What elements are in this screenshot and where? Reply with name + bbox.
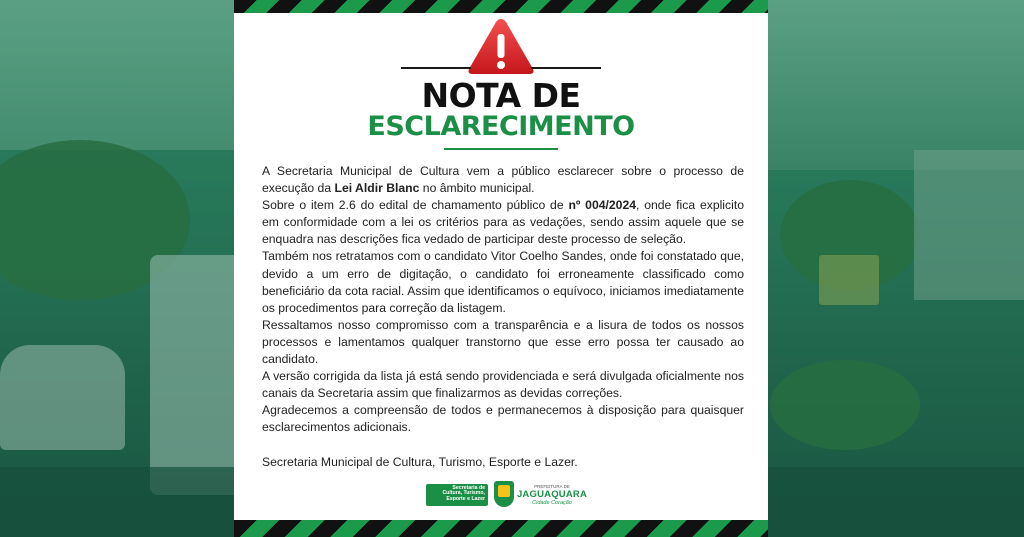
bottom-stripe: [234, 520, 768, 537]
paragraph: Também nos retratamos com o candidato Vitor Coelho Sandes, onde foi constatado que, devido a um erro de digitação, o candidato foi erroneamente classificado como beneficiário da cota racial. Assim que identificamos o equívoco, iniciamos imediatamente os procedimentos para correção da listagem.: [262, 249, 744, 315]
title-line-1: NOTA DE: [421, 76, 581, 115]
notice-body: [262, 163, 744, 471]
top-stripe: [234, 0, 768, 13]
signature: Secretaria Municipal de Cultura, Turismo, Esporte e Lazer.: [262, 454, 578, 469]
title-line-2: ESCLARECIMENTO: [367, 111, 635, 142]
paragraph: A versão corrigida da lista já está sendo providenciada e será divulgada oficialmente nos canais da Secretaria assim que finalizarmos as devidas correções.: [262, 369, 744, 401]
warning-triangle-icon: [467, 16, 535, 76]
title-underline: [444, 148, 558, 150]
footer-logos: [426, 481, 586, 511]
title-rule-right: [531, 67, 601, 69]
secretaria-logo: Secretaria de Cultura, Turismo, Esporte e Lazer: [426, 484, 488, 506]
paragraph: A Secretaria Municipal de Cultura vem a público esclarecer sobre o processo de execução da Lei Aldir Blanc no âmbito municipal.: [262, 164, 744, 196]
paragraph: Ressaltamos nosso compromisso com a transparência e a lisura de todos os nossos processos e lamentamos qualquer transtorno que esse erro possa ter causado ao candidato.: [262, 317, 744, 367]
city-crest-icon: [494, 481, 514, 507]
notice-panel: [234, 0, 768, 537]
title-rule-left: [401, 67, 471, 69]
paragraph: Sobre o item 2.6 do edital de chamamento público de nº 004/2024, onde fica explicito em conformidade com a lei os critérios para as vedações, sendo assim aquele que se enquadra nas descrições fica vedado de participar deste processo de seleção.: [262, 198, 744, 247]
prefeitura-logo: PREFEITURA DE JAGUAQUARA Cidade Coração: [516, 484, 588, 506]
paragraph: Agradecemos a compreensão de todos e permanecemos à disposição para quaisquer esclarecimentos adicionais.: [262, 403, 744, 435]
